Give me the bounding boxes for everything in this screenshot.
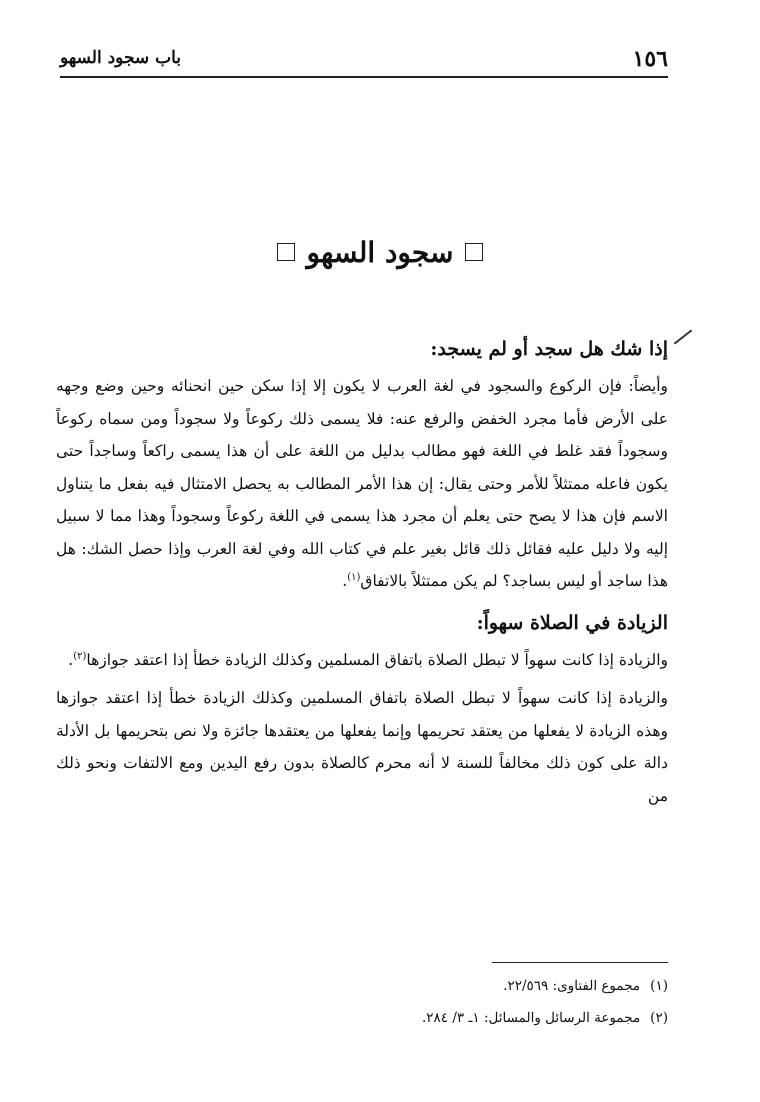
footnote-ref: (٢): [73, 650, 87, 662]
paragraph-text: والزيادة إذا كانت سهواً لا تبطل الصلاة باتفاق المسلمين وكذلك الزيادة خطأ إذا اعتقد جوازها: [86, 650, 668, 669]
section-heading: إذا شك هل سجد أو لم يسجد:: [430, 338, 668, 360]
section-heading: الزيادة في الصلاة سهواً:: [476, 611, 668, 634]
paragraph-text: والزيادة إذا كانت سهواً لا تبطل الصلاة باتفاق المسلمين وكذلك الزيادة خطأ إذا اعتقد جوازها وهذه الزيادة لا يفعلها من يعتقد تحريمها وإنما يفعلها من يعتقدها جائزة ولا نص بتحريمها بل الأدلة دالة على كون ذلك مخالفاً للسنة لا أنه محرم كالصلاة بدون رفع اليدين ومع الالتفات ونحو ذلك من: [56, 689, 668, 805]
square-ornament-icon: [277, 243, 295, 261]
body-text: [56, 332, 668, 812]
paragraph-end: .: [342, 572, 348, 590]
footnote-ref: (١): [347, 571, 361, 583]
paragraph: [56, 370, 668, 598]
footnote-number: (١): [650, 978, 668, 994]
footnote-divider: [492, 962, 668, 963]
chapter-title: [0, 236, 760, 269]
footnotes: [56, 970, 668, 1034]
running-section-name: باب سجود السهو: [60, 48, 182, 68]
footnote-text: مجموع الفتاوى: ٢٢/٥٦٩.: [503, 978, 641, 994]
footnote: [56, 970, 668, 1002]
footnote-number: (٢): [650, 1010, 668, 1026]
margin-slash-mark: [674, 329, 693, 344]
page-number: ١٥٦: [632, 46, 668, 72]
footnote: [56, 1002, 668, 1034]
paragraph-end: .: [68, 650, 74, 669]
running-header: [60, 46, 668, 78]
footnote-text: مجموعة الرسائل والمسائل: ١ـ ٣/ ٢٨٤.: [422, 1010, 641, 1026]
paragraph: [56, 644, 668, 677]
paragraph: [56, 682, 668, 812]
chapter-title-text: سجود السهو: [306, 236, 454, 269]
square-ornament-icon: [465, 243, 483, 261]
paragraph-text: وأيضاً: فإن الركوع والسجود في لغة العرب لا يكون إلا إذا سكن حين انحنائه وحين وضع وجهه على الأرض فأما مجرد الخفض والرفع عنه: فلا يسمى ذلك ركوعاً ولا سجوداً ومن سماه ركوعاً وسجوداً فقد غلط في اللغة فهو مطالب بدليل من اللغة على أن هذا يسمى راكعاً وساجداً حتى يكون فاعله ممتثلاً للأمر وحتى يقال: إن هذا الأمر المطالب به يحصل الامتثال فيه بفعل ما يتناول الاسم فإن هذا لا يصح حتى يعلم أن مجرد هذا يسمى في اللغة ركوعاً وسجوداً وهذا مما لا سبيل إليه ولا دليل عليه فقائل ذلك قائل بغير علم في كتاب الله وفي لغة العرب وإذا حصل الشك: هل هذا ساجد أو ليس بساجد؟ لم يكن ممتثلاً بالاتفاق: [56, 377, 668, 590]
